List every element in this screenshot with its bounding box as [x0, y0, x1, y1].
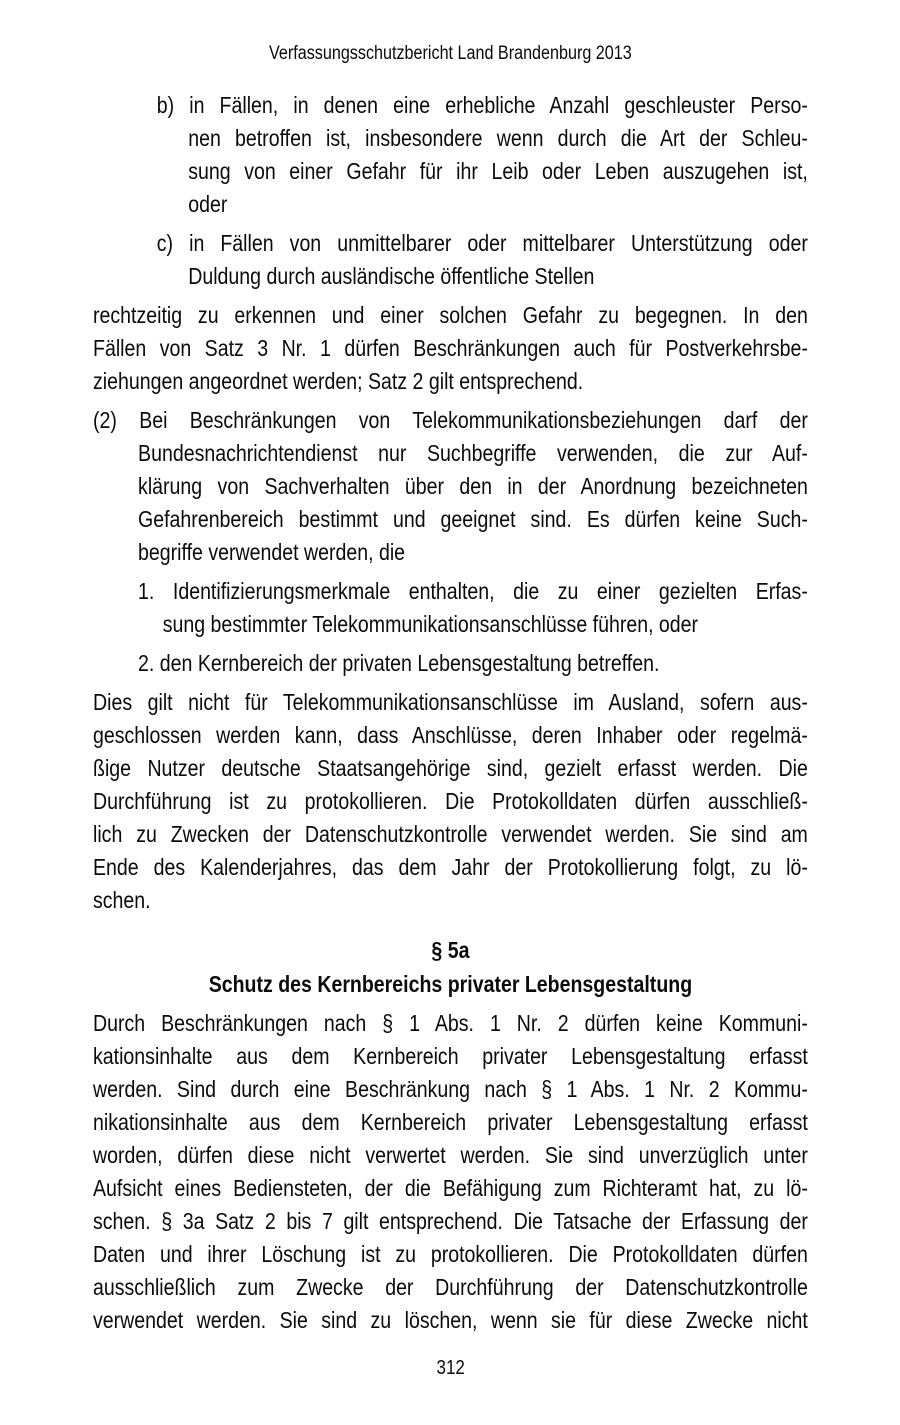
paragraph-absatz-2 [93, 404, 808, 569]
text-line: geschlossen werden kann, dass Anschlüsse, deren Inhaber oder regelmä- [93, 722, 808, 748]
text-line: § 5a [431, 937, 470, 963]
list-marker: (2) [93, 407, 117, 433]
text-line: Schutz des Kernbereichs privater Lebensgestaltung [208, 971, 693, 997]
list-item-c [93, 227, 808, 293]
page-header [93, 42, 808, 66]
text-line: Dies gilt nicht für Telekommunikationsanschlüsse im Ausland, sofern aus- [93, 689, 808, 715]
text-line: ßige Nutzer deutsche Staatsangehörige sind, gezielt erfasst werden. Die [93, 755, 808, 781]
text-line: sung bestimmter Telekommunikationsanschlüsse führen, oder [162, 611, 699, 637]
text-line: lich zu Zwecken der Datenschutzkontrolle verwendet werden. Sie sind am [93, 821, 808, 847]
text-line: schen. [93, 887, 151, 913]
list-marker: 2. [138, 650, 155, 676]
text-line: Fällen von Satz 3 Nr. 1 dürfen Beschränkungen auch für Postverkehrsbe- [93, 335, 808, 361]
section-heading-5a [93, 933, 808, 1001]
text-line: sung von einer Gefahr für ihr Leib oder Leben auszugehen ist, [188, 158, 808, 184]
text-line: Bundesnachrichtendienst nur Suchbegriffe verwenden, die zur Auf- [138, 440, 808, 466]
text-line: worden, dürfen diese nicht verwertet werden. Sie sind unverzüglich unter [93, 1142, 808, 1168]
list-item-2 [93, 647, 808, 680]
text-line: Durch Beschränkungen nach § 1 Abs. 1 Nr. 2 dürfen keine Kommuni- [93, 1010, 808, 1036]
text-line: nikationsinhalte aus dem Kernbereich privater Lebensgestaltung erfasst [93, 1109, 808, 1135]
text-column [93, 89, 808, 1343]
text-line: werden. Sind durch eine Beschränkung nach § 1 Abs. 1 Nr. 2 Kommu- [93, 1076, 808, 1102]
text-line: Daten und ihrer Löschung ist zu protokollieren. Die Protokolldaten dürfen [93, 1241, 808, 1267]
page-number: 312 [436, 1357, 465, 1379]
text-line: (2) Bei Beschränkungen von Telekommunikationsbeziehungen darf der [93, 407, 808, 433]
text-line: Durchführung ist zu protokollieren. Die Protokolldaten dürfen ausschließ- [93, 788, 808, 814]
page-footer [93, 1356, 808, 1380]
list-item-b [93, 89, 808, 221]
text-line: Duldung durch ausländische öffentliche Stellen [188, 263, 595, 289]
text-line: Aufsicht eines Bediensteten, der die Befähigung zum Richteramt hat, zu lö- [93, 1175, 808, 1201]
text-line: schen. § 3a Satz 2 bis 7 gilt entsprechend. Die Tatsache der Erfassung der [93, 1208, 808, 1234]
text-line: 2. den Kernbereich der privaten Lebensgestaltung betreffen. [138, 650, 660, 676]
text-line: 1. Identifizierungsmerkmale enthalten, die zu einer gezielten Erfas- [138, 578, 808, 604]
header-title: Verfassungsschutzbericht Land Brandenburg 2013 [269, 43, 632, 64]
text-line: ziehungen angeordnet werden; Satz 2 gilt entsprechend. [93, 368, 584, 394]
paragraph-durch-beschraenkungen [93, 1007, 808, 1337]
paragraph-dies-gilt [93, 686, 808, 917]
text-line: c) in Fällen von unmittelbarer oder mittelbarer Unterstützung oder [156, 230, 808, 256]
list-item-1 [93, 575, 808, 641]
text-line: Gefahrenbereich bestimmt und geeignet sind. Es dürfen keine Such- [138, 506, 808, 532]
list-marker: b) [156, 92, 175, 118]
list-marker: c) [156, 230, 174, 256]
text-line: verwendet werden. Sie sind zu löschen, wenn sie für diese Zwecke nicht [93, 1307, 808, 1333]
text-line: ausschließlich zum Zwecke der Durchführung der Datenschutzkontrolle [93, 1274, 808, 1300]
text-line: nen betroffen ist, insbesondere wenn durch die Art der Schleu- [188, 125, 808, 151]
list-marker: 1. [138, 578, 155, 604]
text-line: kationsinhalte aus dem Kernbereich privater Lebensgestaltung erfasst [93, 1043, 808, 1069]
text-line: rechtzeitig zu erkennen und einer solchen Gefahr zu begegnen. In den [93, 302, 808, 328]
text-line: begriffe verwendet werden, die [138, 539, 406, 565]
text-line: b) in Fällen, in denen eine erhebliche Anzahl geschleuster Perso- [156, 92, 808, 118]
text-line: klärung von Sachverhalten über den in der Anordnung bezeichneten [138, 473, 808, 499]
text-line: Ende des Kalenderjahres, das dem Jahr der Protokollierung folgt, zu lö- [93, 854, 808, 880]
paragraph-rechtzeitig [93, 299, 808, 398]
text-line: oder [188, 191, 228, 217]
